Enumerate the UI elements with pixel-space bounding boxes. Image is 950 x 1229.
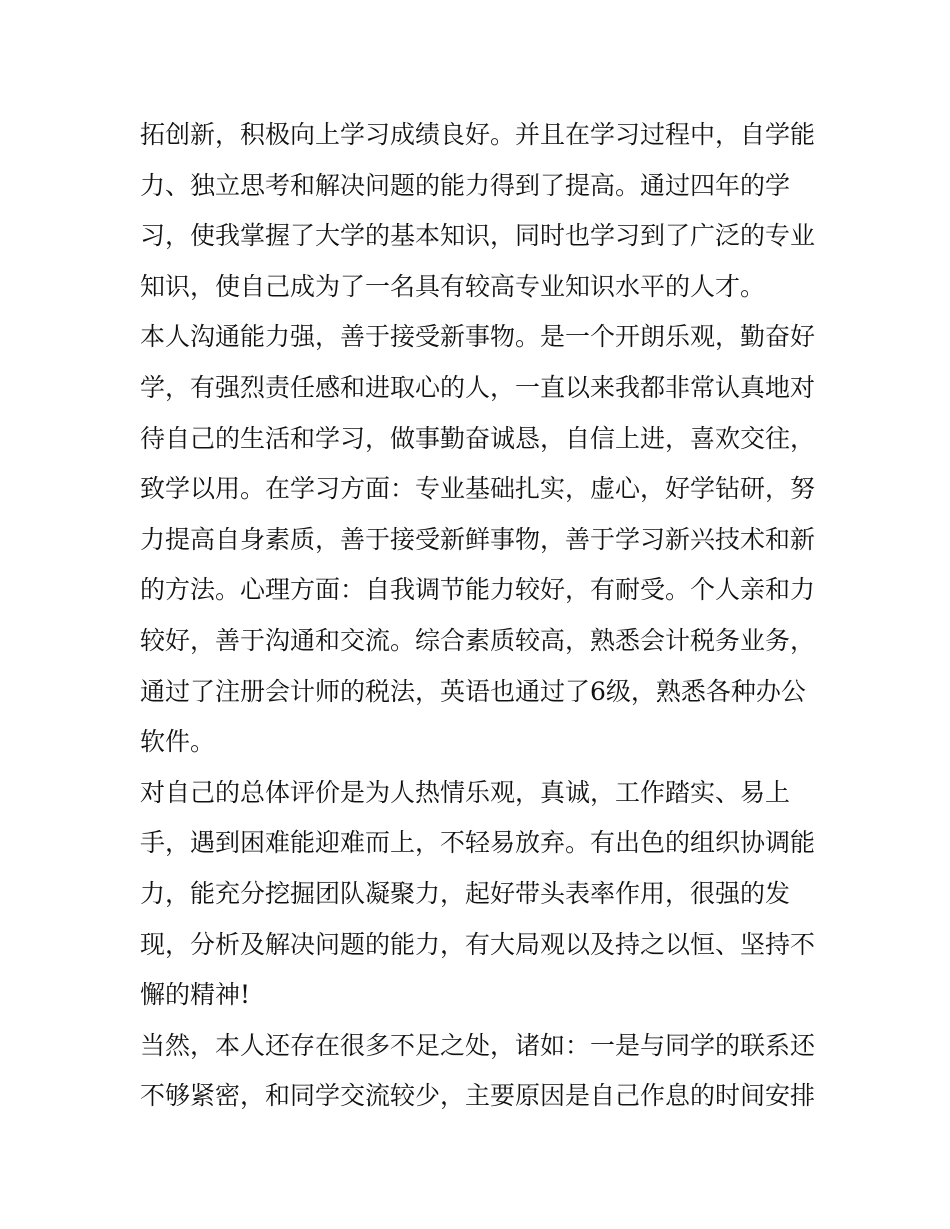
text-line: 手，遇到困难能迎难而上，不轻易放弃。有出色的组织协调能 <box>140 828 816 858</box>
text-line: 对自己的总体评价是为人热情乐观，真诚，工作踏实、易上 <box>140 777 791 807</box>
text-line: 习，使我掌握了大学的基本知识，同时也学习到了广泛的专业 <box>140 221 816 251</box>
paragraph-self-evaluation <box>140 768 816 1021</box>
text-line: 知识，使自己成为了一名具有较高专业知识水平的人才。 <box>140 271 766 301</box>
text-line: 软件。 <box>140 727 216 757</box>
text-line: 力、独立思考和解决问题的能力得到了提高。通过四年的学 <box>140 170 791 200</box>
document-body <box>140 110 816 1122</box>
text-line: 现，分析及解决问题的能力，有大局观以及持之以恒、坚持不 <box>140 929 816 959</box>
text-line: 致学以用。在学习方面：专业基础扎实，虚心，好学钻研，努 <box>140 474 816 504</box>
text-line: 通过了注册会计师的税法，英语也通过了6级，熟悉各种办公 <box>140 676 806 706</box>
text-line: 力，能充分挖掘团队凝聚力，起好带头表率作用，很强的发 <box>140 878 791 908</box>
text-line: 的方法。心理方面：自我调节能力较好，有耐受。个人亲和力 <box>140 575 816 605</box>
text-line: 学，有强烈责任感和进取心的人，一直以来我都非常认真地对 <box>140 372 816 402</box>
text-line: 本人沟通能力强，善于接受新事物。是一个开朗乐观，勤奋好 <box>140 322 816 352</box>
text-line: 力提高自身素质，善于接受新鲜事物，善于学习新兴技术和新 <box>140 524 816 554</box>
text-line: 待自己的生活和学习，做事勤奋诚恳，自信上进，喜欢交往， <box>140 423 816 453</box>
paragraph-education <box>140 110 816 312</box>
text-line: 懈的精神! <box>140 980 251 1010</box>
text-line: 当然，本人还存在很多不足之处，诸如：一是与同学的联系还 <box>140 1030 816 1060</box>
text-line: 较好，善于沟通和交流。综合素质较高，熟悉会计税务业务， <box>140 625 816 655</box>
paragraph-shortcomings <box>140 1021 816 1122</box>
text-line: 拓创新，积极向上学习成绩良好。并且在学习过程中，自学能 <box>140 120 816 149</box>
text-line: 不够紧密，和同学交流较少，主要原因是自己作息的时间安排 <box>140 1081 816 1111</box>
paragraph-abilities <box>140 312 816 767</box>
